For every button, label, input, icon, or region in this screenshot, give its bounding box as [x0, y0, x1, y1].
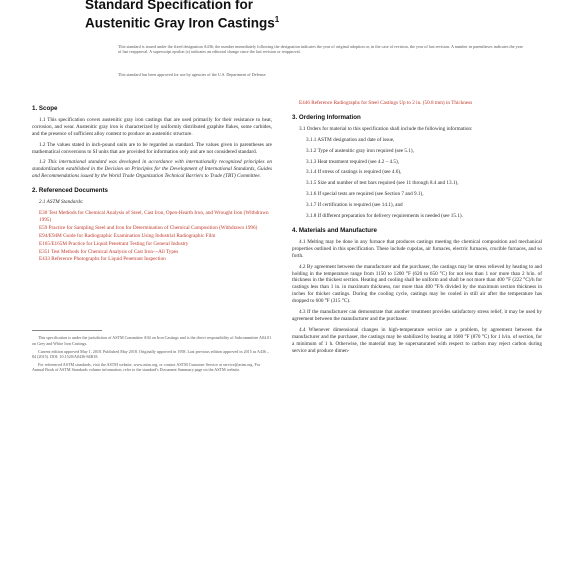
list-item: 3.1.2 Type of austenitic gray iron required (see 5.1),	[306, 147, 414, 154]
reference-item[interactable]: E351 Test Methods for Chemical Analysis of Cast Iron—All Types	[39, 248, 179, 255]
list-item: 3.1.4 If stress of castings is required (see 4.6),	[306, 169, 402, 176]
para-3-1: 3.1 Orders for material to this specification shall include the following information:	[299, 125, 473, 132]
footnote-divider	[32, 330, 102, 331]
reference-item[interactable]: E165/E165M Practice for Liquid Penetrant Testing for General Industry	[39, 240, 189, 247]
right-column	[292, 100, 542, 358]
reference-item[interactable]: E94/E94M Guide for Radiographic Examination Using Industrial Radiographic Film	[39, 232, 216, 239]
footnote-3: For referenced ASTM standards, visit the ASTM website, www.astm.org, or contact ASTM Customer Service at service@astm.org. For Annual Book of ASTM Standards volume information, refer to the standard's Document Summary page on the ASTM website.	[32, 362, 261, 373]
list-item: 3.1.1 ASTM designation and date of issue,	[306, 136, 395, 143]
reference-item[interactable]: E433 Reference Photographs for Liquid Penetrant Inspection	[39, 256, 166, 263]
footnote-1: This specification is under the jurisdiction of ASTM Committee A04 on Iron Castings and is the direct responsibility of Subcommittee A04.01 on Grey and White Iron Castings.	[32, 335, 272, 346]
para-1-1: 1.1 This specification covers austenitic gray iron castings that are used primarily for their resistance to heat, corrosion, and wear. Austenitic gray iron is characterized by uniformly distributed graphite flakes, some carbides, and the presence of sufficient alloy content to produce an austenitic structure.	[32, 116, 272, 137]
title-footnote-mark: 1	[274, 15, 280, 24]
footnote-2: Current edition approved May 1, 2018. Published May 2018. Originally approved in 1958. Last previous edition approved in 2015 as A436 – 84 (2015). DOI: 10.1520/A0436-84R18.	[32, 348, 270, 359]
list-item: 3.1.3 Heat treatment required (see 4.2 – 4.5),	[306, 158, 400, 165]
reference-item[interactable]: E59 Practice for Sampling Steel and Iron for Determination of Chemical Composition (Withdrawn 1996)	[39, 224, 258, 231]
para-4-2: 4.2 By agreement between the manufacturer and the purchaser, the castings may be stress relieved by heating to and holding in the temperature range from 1150 to 1200 °F (620 to 650 °C) for not less than 1 nor more than 2 h/in. of thickness in the thickest section. Heating and cooling shall be uniform and shall be not more than 400 °F (222 °C)/h for castings less than 1 in. in maximum thickness, nor more than 400 °F/h divided by the maximum section thickness in inches for thicker castings. During the cooling cycle, castings may be cooled in still air after the temperature has dropped to 600 °F (315 °C).	[292, 263, 542, 305]
section-heading-materials-and-manufacture: 4. Materials and Manufacture	[292, 226, 377, 234]
dod-approval-note: This standard has been approved for use by agencies of the U.S. Department of Defense.	[118, 72, 267, 77]
reference-item-e446[interactable]: E446 Reference Radiographs for Steel Castings Up to 2 in. (50.8 mm) in Thickness	[299, 100, 473, 106]
title-line-2: Austenitic Gray Iron Castings$^1$	[85, 15, 280, 31]
para-1-3: 1.3 This international standard was developed in accordance with internationally recognized principles on standardization established in the Decision on Principles for the Development of International Standards, Guides and Recommendations issued by the World Trade Organization Technical Barriers to Trade (TBT) Committee.	[32, 159, 272, 180]
title-line-1: Standard Specification for	[85, 0, 254, 12]
list-item: 3.1.5 Size and number of test bars required (see 11 through 8.4 and 13.1),	[306, 180, 459, 187]
ordering-list	[299, 137, 542, 220]
column-spacer	[32, 264, 272, 324]
designation-note: This standard is issued under the fixed designation A436; the number immediately following the designation indicates the year of original adoption or, in the case of revision, the year of last revision. A number in parentheses indicates the year of last reapproval. A superscript epsilon (ε) indicates an editorial change since the last revision or reapproval.	[118, 44, 523, 55]
document-title	[85, 0, 525, 31]
section-heading-referenced-documents: 2. Referenced Documents	[32, 187, 108, 195]
reference-item[interactable]: E30 Test Methods for Chemical Analysis of Steel, Cast Iron, Open-Hearth Iron, and Wrought Iron (Withdrawn 1995)	[39, 209, 269, 223]
para-4-3: 4.3 If the manufacturer can demonstrate that another treatment provides satisfactory stress relief, it may be used by agreement between the manufacturer and the purchaser.	[292, 309, 542, 322]
list-item: 3.1.6 If special tests are required (see Section 7 and 9.1),	[306, 191, 424, 198]
section-heading-ordering-information: 3. Ordering Information	[292, 113, 361, 121]
left-column	[32, 100, 272, 376]
list-item: 3.1.7 If certification is required (see 14.1), and	[306, 202, 403, 209]
para-1-2: 1.2 The values stated in inch-pound units are to be regarded as standard. The values given in parentheses are mathematical conversions to SI units that are provided for information only and are not considered standard.	[32, 141, 272, 155]
para-2-1: 2.1 ASTM Standards:	[39, 199, 84, 206]
para-4-1: 4.1 Melting may be done in any furnace that produces castings meeting the chemical composition and mechanical properties outlined in this specification. These include cupolas, air furnaces, electric furnaces, crucible furnaces, and so forth.	[292, 238, 542, 259]
list-item: 3.1.8 If different preparation for delivery requirements is needed (see 15.1).	[306, 213, 463, 220]
para-4-4: 4.4 Whenever dimensional changes in high-temperature service are a problem, by agreement between the manufacturer and the purchaser, the castings may be stabilized by heating at 1600 °F (870 °C) for 1 h/in. of section, for a minimum of 1 h. Otherwise, the material may be supersaturated with respect to carbon may reject carbon during service and produce dimen-	[292, 326, 542, 354]
section-heading-scope: 1. Scope	[32, 105, 58, 112]
